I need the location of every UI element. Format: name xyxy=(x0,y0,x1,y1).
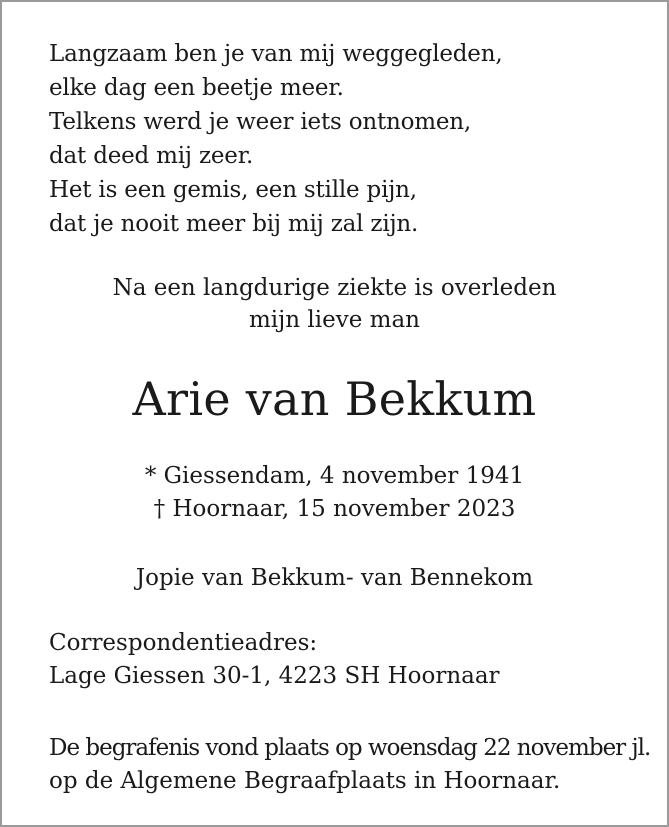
poem-line: dat deed mij zeer. xyxy=(49,143,254,169)
announcement-intro xyxy=(2,272,667,336)
death-date: † Hoornaar, 15 november 2023 xyxy=(153,496,516,522)
intro-line: Na een langdurige ziekte is overleden xyxy=(112,275,557,301)
funeral-notice xyxy=(49,732,649,798)
poem-line: Het is een gemis, een stille pijn, xyxy=(49,177,417,203)
birth-date: * Giessendam, 4 november 1941 xyxy=(144,463,525,489)
poem-line: dat je nooit meer bij mij zal zijn. xyxy=(49,211,419,237)
life-dates xyxy=(2,460,667,526)
address-label: Correspondentieadres: xyxy=(49,630,318,656)
correspondence-address xyxy=(49,627,649,693)
spouse-name: Jopie van Bekkum- van Bennekom xyxy=(135,565,534,591)
poem-line: elke dag een beetje meer. xyxy=(49,75,344,101)
deceased-name: Arie van Bekkum xyxy=(132,372,537,426)
funeral-line: De begrafenis vond plaats op woensdag 22 november jl. xyxy=(49,735,651,761)
address-value: Lage Giessen 30-1, 4223 SH Hoornaar xyxy=(49,663,500,689)
funeral-line: op de Algemene Begraafplaats in Hoornaar. xyxy=(49,768,561,794)
poem-line: Telkens werd je weer iets ontnomen, xyxy=(49,109,472,135)
intro-line: mijn lieve man xyxy=(249,307,420,333)
poem xyxy=(49,37,629,241)
poem-line: Langzaam ben je van mij weggegleden, xyxy=(49,41,503,67)
